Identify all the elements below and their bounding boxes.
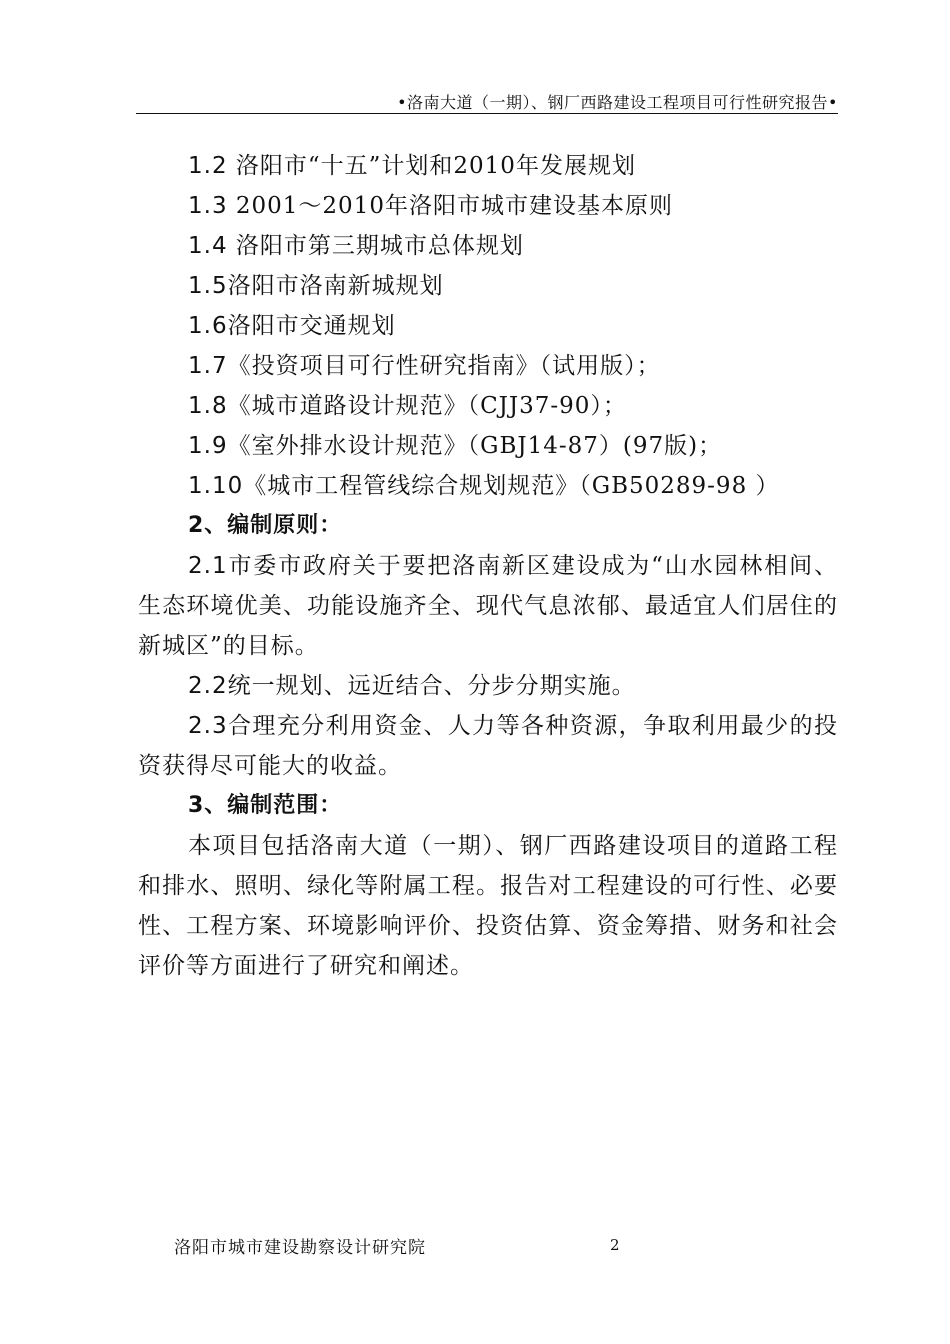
item-text: 《投资项目可行性研究指南》（试用版）； (227, 353, 661, 379)
item-text: 洛阳市第三期城市总体规划 (227, 233, 524, 259)
section-heading-scope: 3、编制范围： (188, 793, 343, 818)
item-text: 合理充分利用资金、人力等各种资源，争取利用最少的投资获得尽可能大的收益。 (138, 713, 838, 779)
item-number: 2.3 (188, 713, 228, 739)
item-text: 统一规划、远近结合、分步分期实施。 (227, 673, 636, 699)
item-number: 1.5 (188, 273, 228, 299)
basis-item (138, 186, 838, 226)
item-text: 《城市工程管线综合规划规范》（GB50289-98 ） (243, 473, 780, 499)
principle-item (138, 546, 838, 666)
item-number: 2.2 (188, 673, 228, 699)
item-number: 1.9 (188, 433, 228, 459)
footer-organization: 洛阳市城市建设勘察设计研究院 (174, 1238, 426, 1258)
item-text: 2001～2010年洛阳市城市建设基本原则 (227, 193, 673, 219)
running-header: •洛南大道（一期）、钢厂西路建设工程项目可行性研究报告• (397, 93, 838, 112)
basis-item (138, 146, 838, 186)
principle-item (138, 666, 838, 706)
section-heading-principles: 2、编制原则： (188, 513, 343, 538)
item-number: 1.6 (188, 313, 228, 339)
item-number: 2.1 (188, 553, 228, 579)
basis-item (138, 226, 838, 266)
scope-paragraph: 本项目包括洛南大道（一期）、钢厂西路建设项目的道路工程和排水、照明、绿化等附属工程。报告对工程建设的可行性、必要性、工程方案、环境影响评价、投资估算、资金筹措、财务和社会评价等方面进行了研究和阐述。 (138, 833, 838, 979)
item-number: 1.10 (188, 473, 244, 499)
basis-item (138, 466, 838, 506)
basis-item (138, 386, 838, 426)
document-body (138, 146, 838, 986)
item-text: 《城市道路设计规范》（CJJ37-90）； (227, 393, 627, 419)
item-text: 市委市政府关于要把洛南新区建设成为“山水园林相间、生态环境优美、功能设施齐全、现代气息浓郁、最适宜人们居住的新城区”的目标。 (138, 553, 838, 659)
basis-item (138, 346, 838, 386)
item-text: 《室外排水设计规范》（GBJ14-87）(97版)； (227, 433, 723, 459)
item-number: 1.7 (188, 353, 228, 379)
basis-item (138, 266, 838, 306)
item-text: 洛阳市交通规划 (227, 313, 396, 339)
item-number: 1.2 (188, 153, 228, 179)
principle-item (138, 706, 838, 786)
item-number: 1.4 (188, 233, 228, 259)
item-number: 1.3 (188, 193, 228, 219)
page-number: 2 (610, 1236, 620, 1254)
item-text: 洛阳市“十五”计划和2010年发展规划 (227, 153, 636, 179)
header-rule (136, 113, 838, 114)
basis-item (138, 426, 838, 466)
item-text: 洛阳市洛南新城规划 (227, 273, 444, 299)
item-number: 1.8 (188, 393, 228, 419)
basis-item (138, 306, 838, 346)
